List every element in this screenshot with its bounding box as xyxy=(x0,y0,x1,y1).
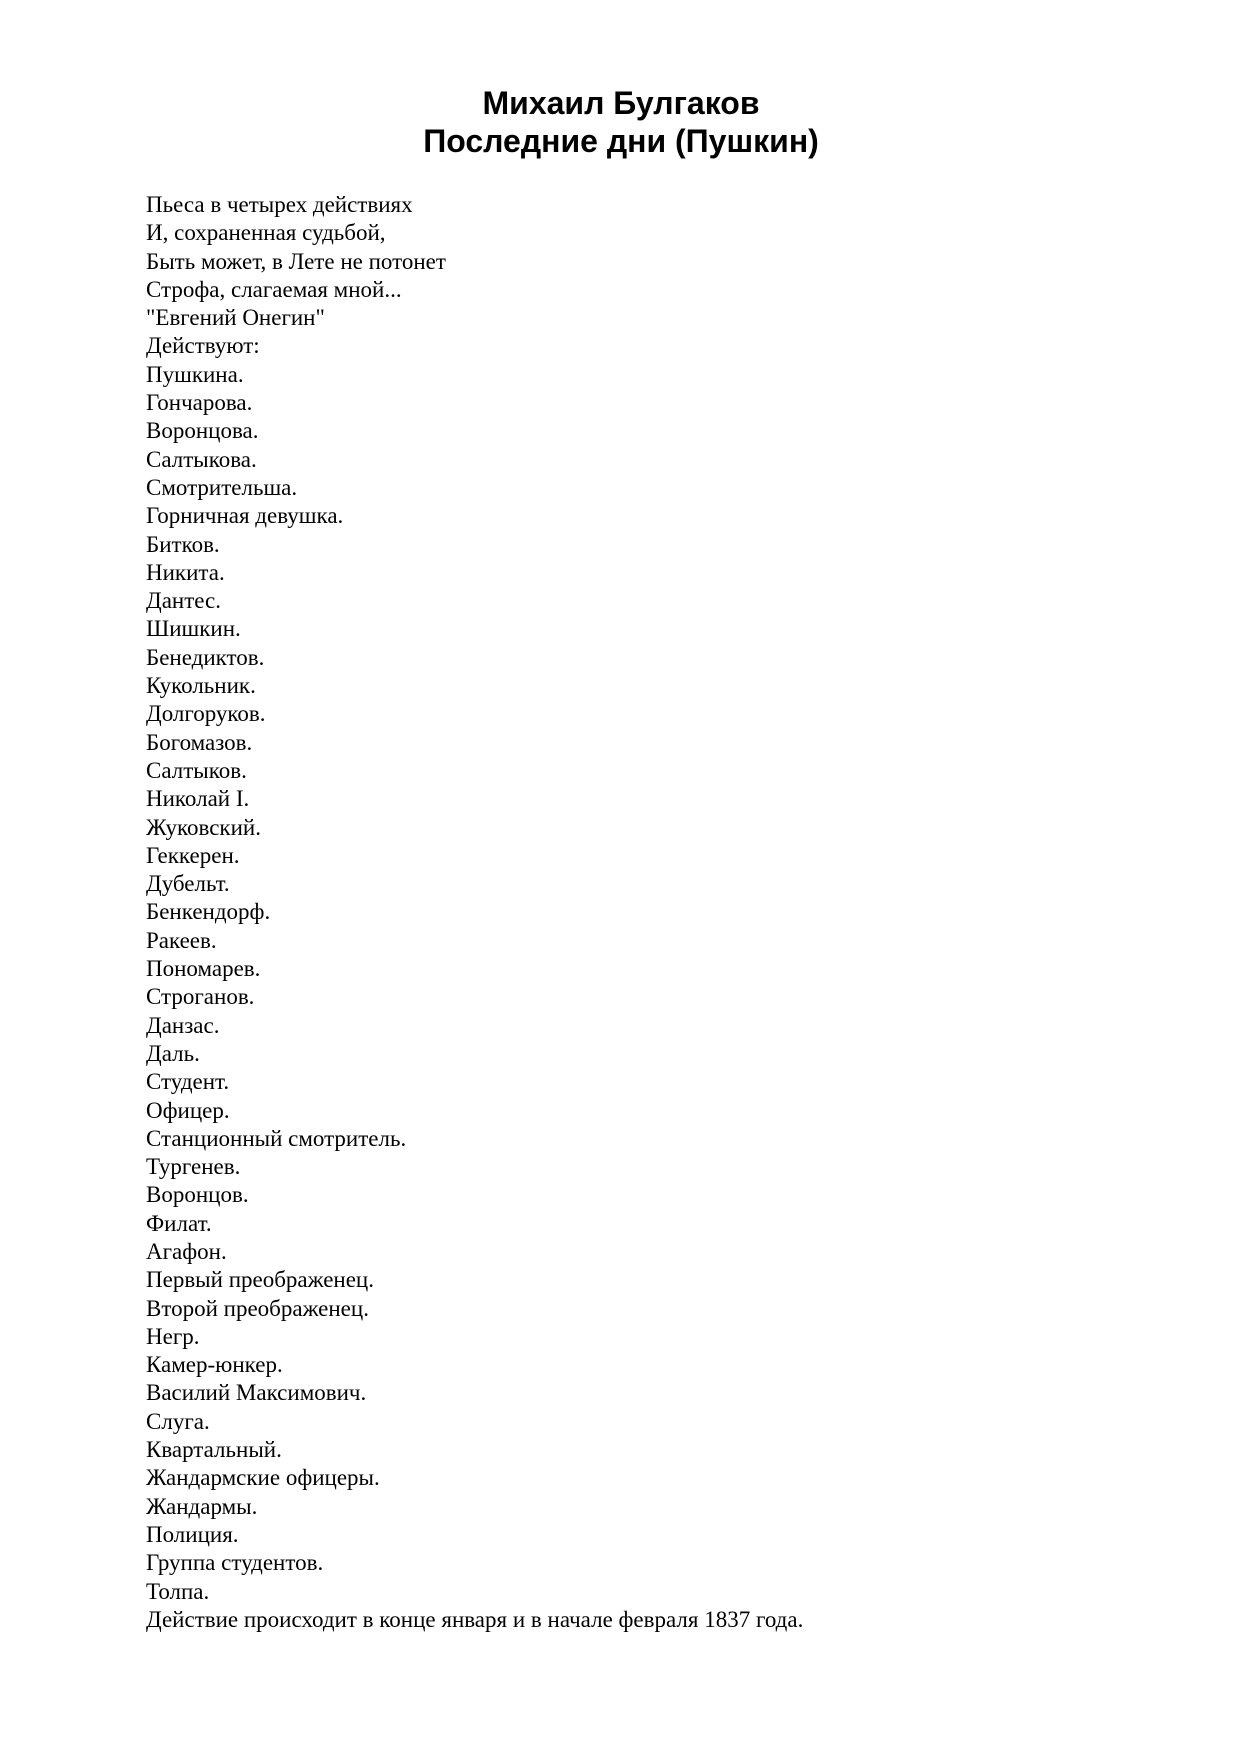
character-item: Никита. xyxy=(146,559,225,585)
character-item: Битков. xyxy=(146,531,220,557)
setting-note: Действие происходит в конце января и в начале февраля 1837 года. xyxy=(146,1606,804,1632)
character-item: Салтыкова. xyxy=(146,446,257,472)
character-item: Первый преображенец. xyxy=(146,1267,374,1293)
author-name: Михаил Булгаков xyxy=(482,85,760,121)
character-item: Долгоруков. xyxy=(146,701,266,727)
title-block xyxy=(0,84,1242,160)
character-item: Горничная девушка. xyxy=(146,503,344,529)
character-item: Шишкин. xyxy=(146,616,241,642)
character-item: Толпа. xyxy=(146,1578,210,1604)
character-item: Филат. xyxy=(146,1210,212,1236)
character-item: Воронцова. xyxy=(146,418,259,444)
character-item: Даль. xyxy=(146,1040,200,1066)
epigraph-line: Строфа, слагаемая мной... xyxy=(146,276,402,302)
characters-list xyxy=(146,361,1146,1606)
character-item: Геккерен. xyxy=(146,842,240,868)
character-item: Пономарев. xyxy=(146,956,261,982)
character-item: Офицер. xyxy=(146,1097,230,1123)
character-item: Слуга. xyxy=(146,1408,210,1434)
character-item: Богомазов. xyxy=(146,729,253,755)
character-item: Василий Максимович. xyxy=(146,1380,367,1406)
character-item: Агафон. xyxy=(146,1238,227,1264)
character-item: Негр. xyxy=(146,1323,200,1349)
character-item: Воронцов. xyxy=(146,1182,249,1208)
character-item: Пушкина. xyxy=(146,361,244,387)
character-item: Дантес. xyxy=(146,588,221,614)
character-item: Жуковский. xyxy=(146,814,261,840)
epigraph-line: Быть может, в Лете не потонет xyxy=(146,248,446,274)
epigraph-source: "Евгений Онегин" xyxy=(146,305,325,331)
character-item: Ракеев. xyxy=(146,927,217,953)
character-item: Николай I. xyxy=(146,786,250,812)
character-item: Группа студентов. xyxy=(146,1550,324,1576)
character-item: Тургенев. xyxy=(146,1154,241,1180)
play-title: Последние дни (Пушкин) xyxy=(423,123,819,159)
character-item: Кукольник. xyxy=(146,673,256,699)
character-item: Квартальный. xyxy=(146,1437,282,1463)
character-item: Дубельт. xyxy=(146,871,230,897)
character-item: Полиция. xyxy=(146,1521,239,1547)
character-item: Жандармские офицеры. xyxy=(146,1465,380,1491)
character-item: Строганов. xyxy=(146,984,255,1010)
play-subtitle: Пьеса в четырех действиях xyxy=(146,192,413,217)
character-item: Камер-юнкер. xyxy=(146,1352,283,1378)
character-item: Бенкендорф. xyxy=(146,899,271,925)
epigraph-line: И, сохраненная судьбой, xyxy=(146,220,386,246)
character-item: Жандармы. xyxy=(146,1493,258,1519)
character-item: Салтыков. xyxy=(146,757,247,783)
play-text xyxy=(146,191,1146,1634)
character-item: Бенедиктов. xyxy=(146,644,265,670)
character-item: Смотрительша. xyxy=(146,474,298,500)
character-item: Данзас. xyxy=(146,1012,220,1038)
character-item: Станционный смотритель. xyxy=(146,1125,407,1151)
character-item: Студент. xyxy=(146,1069,230,1095)
character-item: Гончарова. xyxy=(146,390,253,416)
characters-heading: Действуют: xyxy=(146,333,260,359)
character-item: Второй преображенец. xyxy=(146,1295,369,1321)
